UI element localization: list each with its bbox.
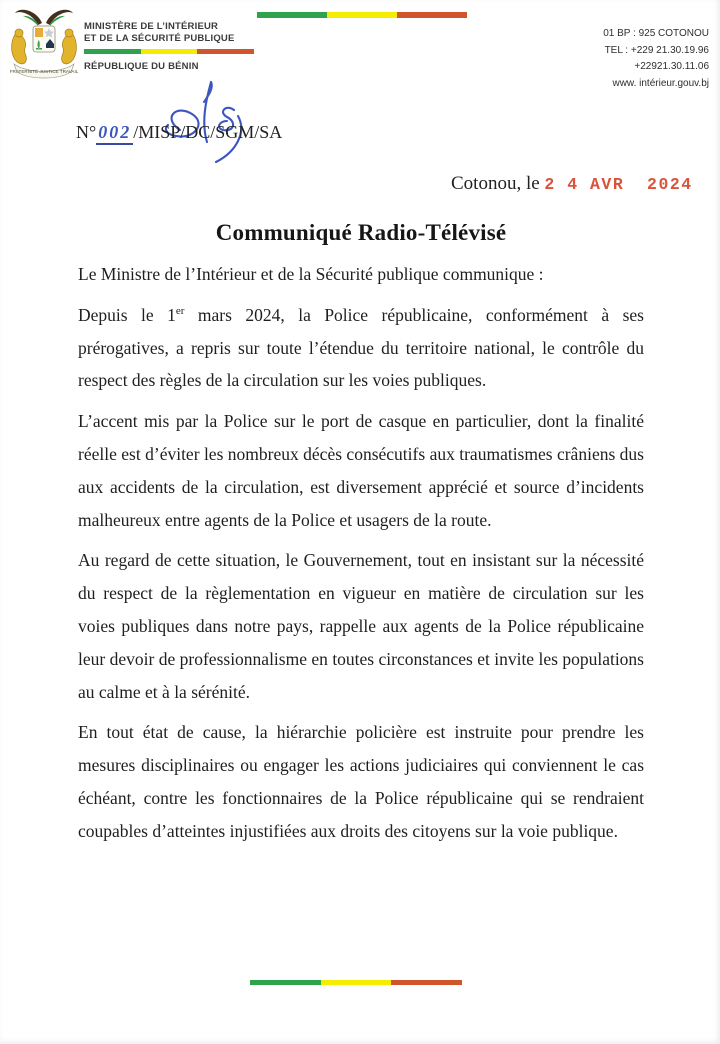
dateline: [432, 151, 693, 217]
paragraph-intro: Le Ministre de l’Intérieur et de la Sécurité publique communique :: [78, 264, 544, 284]
coat-motto: FRATERNITÉ JUSTICE TRAVAIL: [9, 69, 79, 74]
date-stamp: 2 4 AVR 2024: [544, 175, 693, 194]
handwritten-number: 002: [96, 122, 133, 145]
contact-line-bp: 01 BP : 925 COTONOU: [603, 28, 709, 39]
paragraph-1-text: Depuis le 1: [78, 304, 176, 325]
paragraph-1-text-cont: mars 2024, la Police républicaine, conformément à ses prérogatives, a repris sur toute l’étendue du territoire national, le contrôle du respect des règles de la circulation sur les voies publiques.: [78, 304, 644, 391]
republic-name: RÉPUBLIQUE DU BÉNIN: [84, 61, 199, 72]
footer-flag-bar: [250, 980, 462, 985]
contact-line-tel2: +22921.30.11.06: [634, 61, 709, 72]
paragraph-2: L’accent mis par la Police sur le port de casque en particulier, dont la finalité réelle est d’éviter les nombreux décès consécutifs aux traumatismes crâniens dus aux accidents de la circulation, est diversement apprécié et source d’incidents malheureux entre agents de la Police et usagers de la route.: [78, 411, 644, 530]
dateline-place: Cotonou, le: [451, 173, 545, 194]
flag-divider: [84, 49, 254, 54]
paragraph-1-superscript: er: [175, 304, 185, 317]
reference-prefix: N°: [76, 122, 97, 142]
contact-line-web: www. intérieur.gouv.bj: [612, 77, 709, 89]
ministry-block: [84, 21, 259, 72]
document-body: [78, 258, 644, 856]
document-title: Communiqué Radio-Télévisé: [215, 220, 507, 245]
benin-coat-of-arms-icon: [8, 6, 80, 82]
contact-line-tel: TEL : +229 21.30.19.96: [604, 44, 709, 56]
paragraph-3: Au regard de cette situation, le Gouvernement, tout en insistant sur la nécessité du respect de la règlementation en vigueur en matière de circulation sur les voies publiques dans notre pays, rappelle aux agents de la Police républicaine leur devoir de professionnalisme en toutes circonstances et invite les populations au calme et à la sérénité.: [78, 550, 644, 702]
ministry-name-line2: ET DE LA SÉCURITÉ PUBLIQUE: [84, 32, 235, 44]
ministry-name-line1: MINISTÈRE DE L’INTÉRIEUR: [84, 21, 219, 32]
reference-number: [76, 122, 282, 143]
paragraph-4: En tout état de cause, la hiérarchie policière est instruite pour prendre les mesures disciplinaires ou engager les actions judiciaires qui conviennent le cas échéant, contre les fonctionnaires de la Police républicaine qui se rendraient coupables d’atteintes injustifiées aux droits des citoyens sur la voie publique.: [78, 722, 644, 841]
reference-suffix: /MISP/DC/SGM/SA: [133, 122, 283, 142]
paragraph-1: [78, 299, 644, 397]
contact-block: [603, 26, 709, 92]
header-flag-bar: [257, 12, 467, 18]
